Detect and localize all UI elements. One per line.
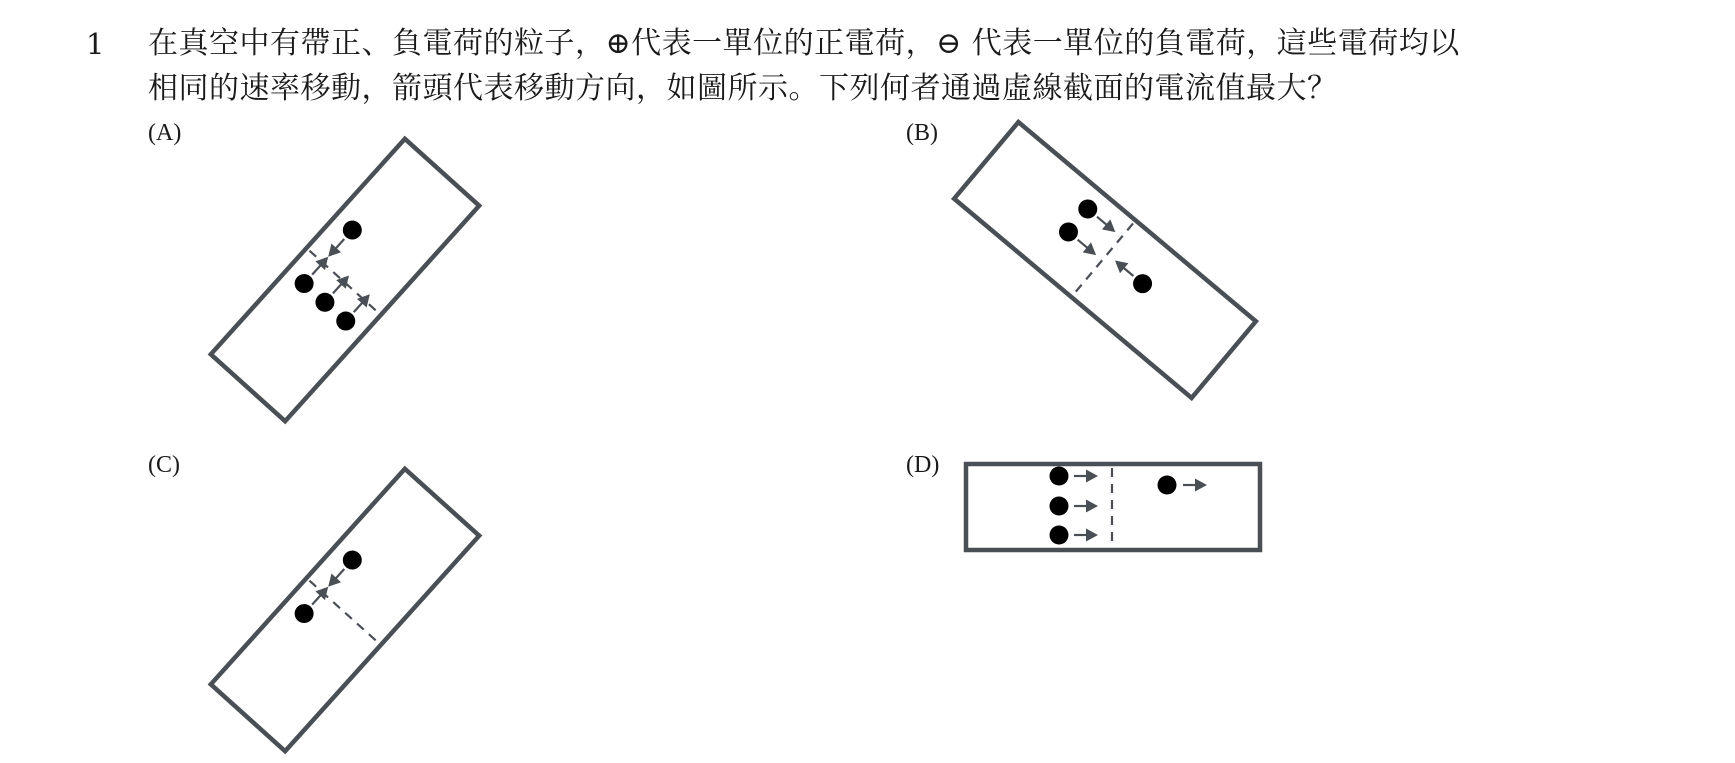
diagram-d — [966, 464, 1260, 550]
option-label-d[interactable]: (D) — [906, 452, 940, 478]
conductor-c — [211, 469, 479, 751]
positive-charge-icon — [1050, 467, 1069, 486]
diagram-b — [954, 122, 1256, 398]
diagram-a — [211, 139, 479, 421]
option-label-b[interactable]: (B) — [906, 120, 938, 146]
option-label-c[interactable]: (C) — [148, 452, 180, 478]
question-text-line-2: 相同的速率移動，箭頭代表移動方向，如圖所示。下列何者通過虛線截面的電流值最大？ — [148, 71, 1338, 106]
negative-charge-icon — [1158, 476, 1177, 495]
question-text-line-1: 在真空中有帶正、負電荷的粒子，⊕代表一單位的正電荷，⊖ 代表一單位的負電荷，這些電荷均以 — [148, 26, 1460, 61]
diagram-c — [211, 469, 479, 751]
option-label-a[interactable]: (A) — [148, 120, 182, 146]
negative-charge-icon — [1050, 526, 1069, 545]
positive-charge-icon — [1050, 497, 1069, 516]
conductor-b — [954, 122, 1256, 398]
question-number: 1 — [86, 27, 105, 61]
